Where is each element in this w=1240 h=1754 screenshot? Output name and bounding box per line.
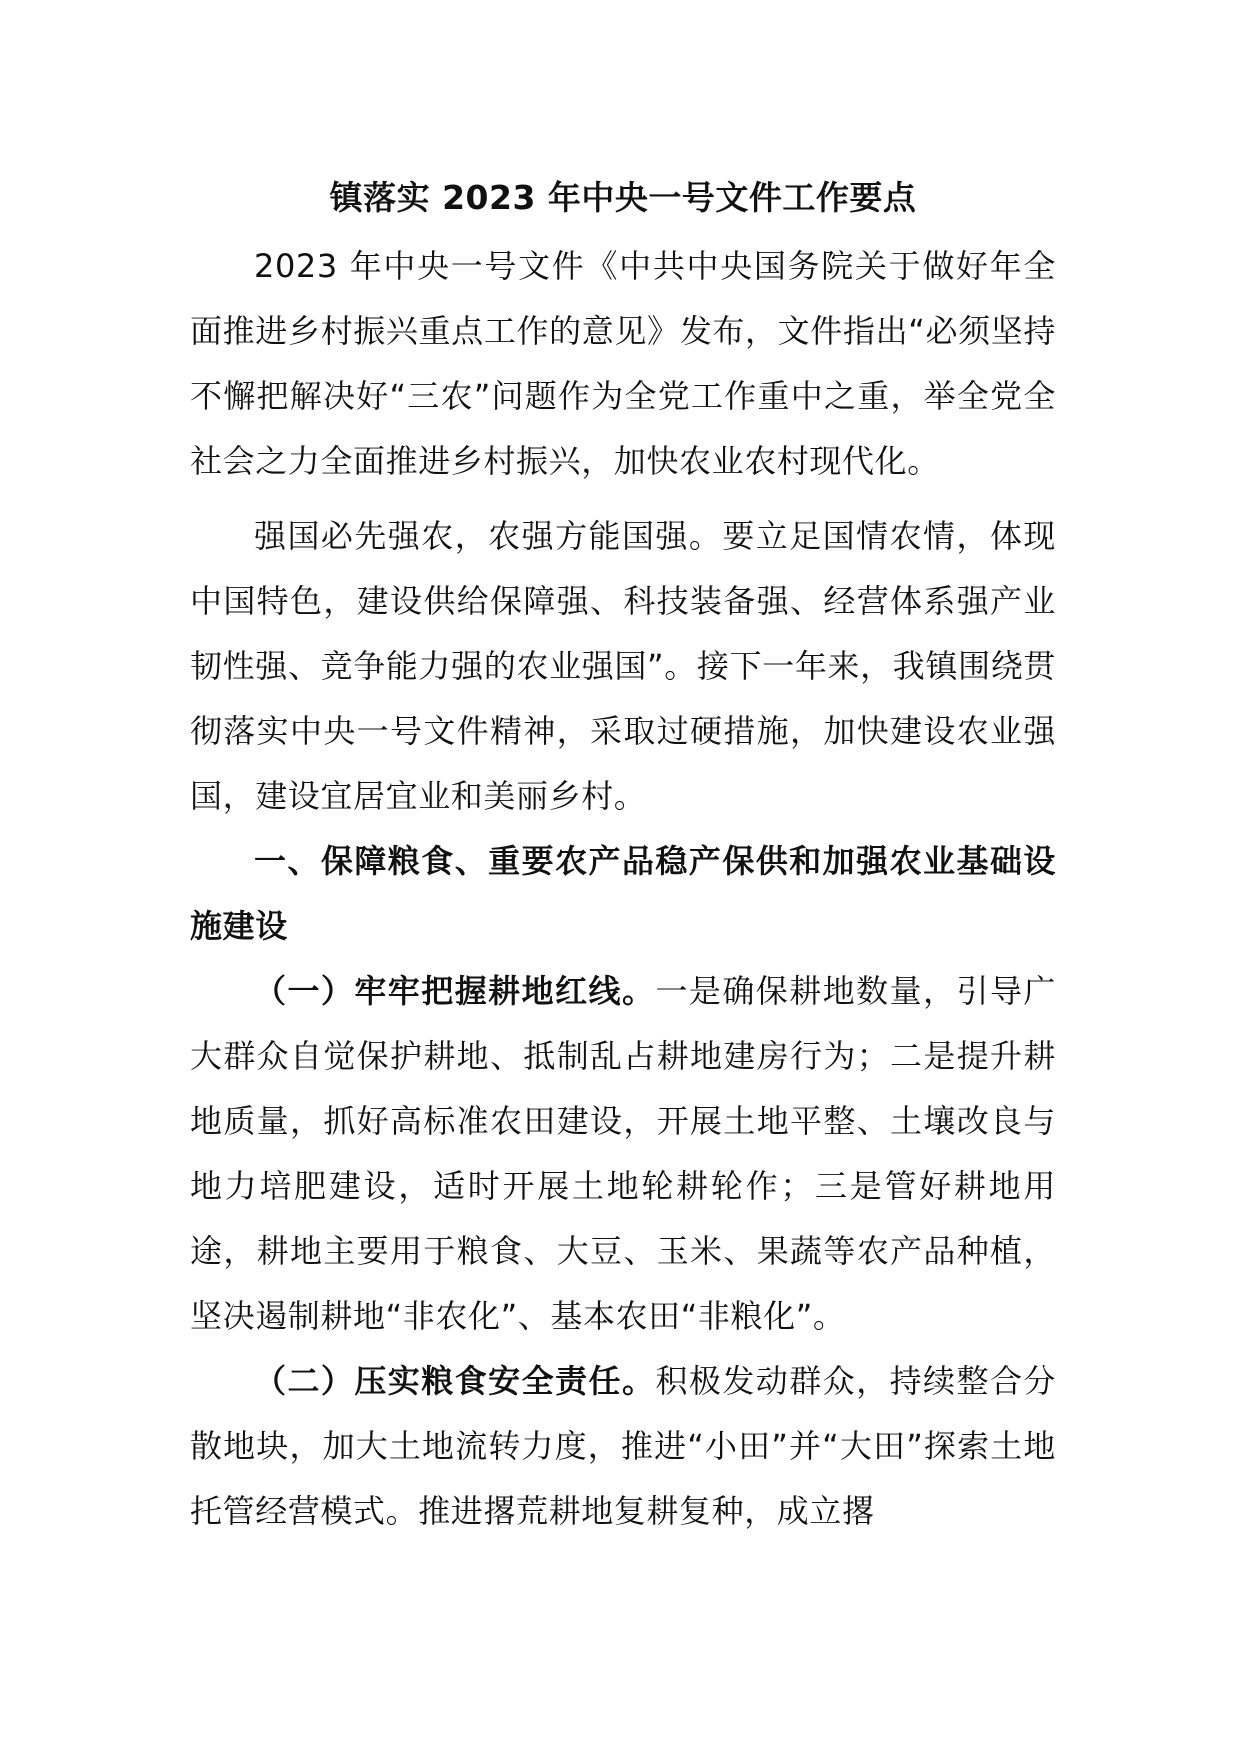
section-1-item-1 bbox=[190, 959, 1056, 1349]
section-1-heading: 一、保障粮食、重要农产品稳产保供和加强农业基础设施建设 bbox=[190, 842, 1056, 945]
intro-paragraph-2: 强国必先强农，农强方能国强。要立足国情农情，体现中国特色，建设供给保障强、科技装备强、经营体系强产业韧性强、竞争能力强的农业强国”。接下一年来，我镇围绕贯彻落实中央一号文件精神，采取过硬措施，加快建设农业强国，建设宜居宜业和美丽乡村。 bbox=[190, 517, 1056, 815]
document-body bbox=[190, 172, 1056, 1544]
section-1-item-2-text: 积极发动群众，持续整合分散地块，加大土地流转力度，推进“小田”并“大田”探索土地托管经营模式。推进撂荒耕地复耕复种，成立撂 bbox=[190, 1362, 1057, 1530]
section-1-item-1-text: 一是确保耕地数量，引导广大群众自觉保护耕地、抵制乱占耕地建房行为；二是提升耕地质量，抓好高标准农田建设，开展土地平整、土壤改良与地力培肥建设，适时开展土地轮耕轮作；三是管好耕地用途，耕地主要用于粮食、大豆、玉米、果蔬等农产品种植，坚决遏制耕地“非农化”、基本农田“非粮化”。 bbox=[190, 972, 1057, 1335]
section-1-item-2-lead: （二）压实粮食安全责任。 bbox=[254, 1362, 656, 1400]
section-1-item-2 bbox=[190, 1349, 1056, 1544]
intro-paragraph-1: 2023 年中央一号文件《中共中央国务院关于做好年全面推进乡村振兴重点工作的意见》发布，文件指出“必须坚持不懈把解决好“三农”问题作为全党工作重中之重，举全党全社会之力全面推进乡村振兴，加快农业农村现代化。 bbox=[190, 247, 1056, 480]
document-title: 镇落实 2023 年中央一号文件工作要点 bbox=[329, 178, 917, 217]
section-1-item-1-lead: （一）牢牢把握耕地红线。 bbox=[254, 972, 656, 1010]
